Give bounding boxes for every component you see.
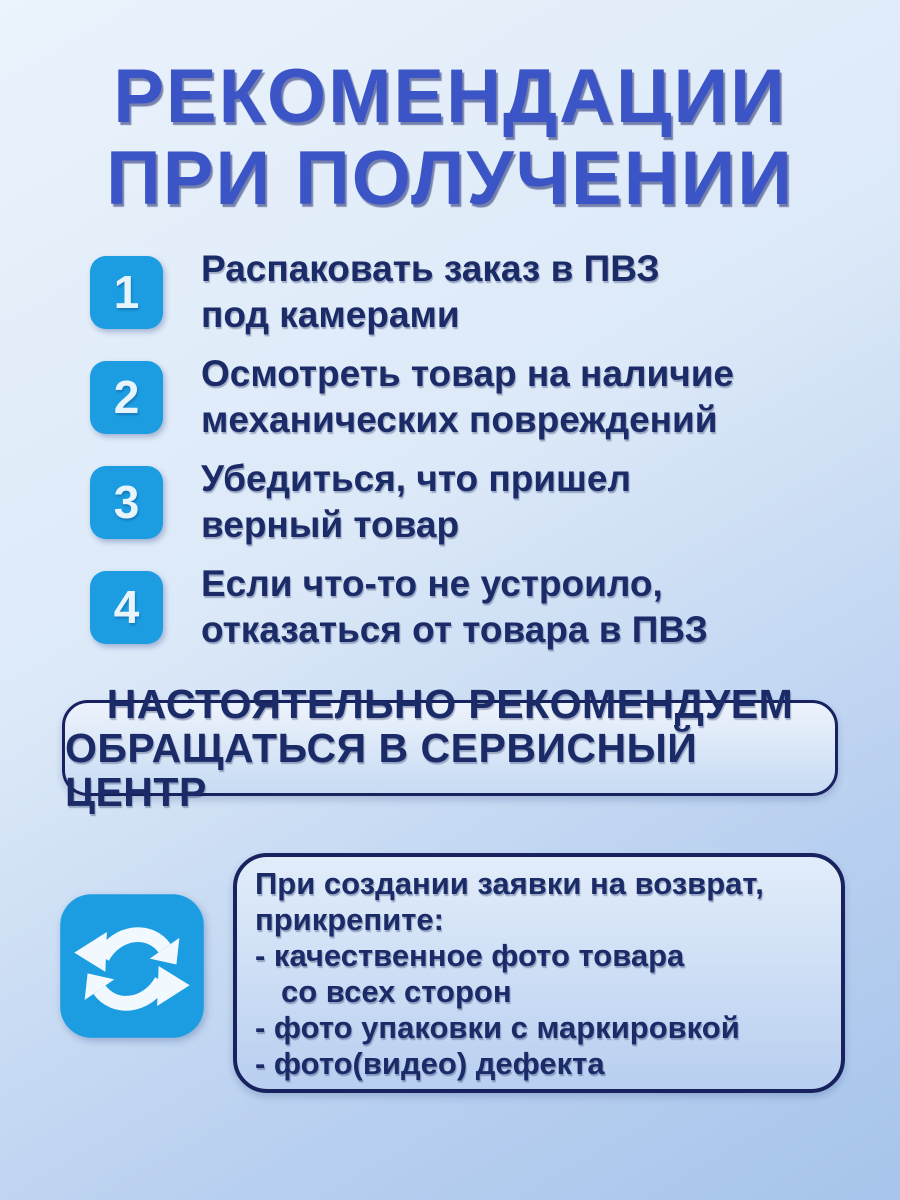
step-text xyxy=(201,561,708,653)
step-number-badge xyxy=(90,256,163,329)
note-line: прикрепите: xyxy=(255,902,444,937)
step-number: 2 xyxy=(113,371,140,423)
note-line: При создании заявки на возврат, xyxy=(255,866,764,901)
step-number: 1 xyxy=(113,266,140,318)
service-center-banner xyxy=(62,681,838,815)
step-text-line: механических повреждений xyxy=(201,399,718,440)
step-number-badge xyxy=(90,466,163,539)
step-text-line: Осмотреть товар на наличие xyxy=(201,353,735,394)
return-note-box xyxy=(233,853,845,1093)
step-text xyxy=(201,456,631,548)
step-text xyxy=(201,246,660,338)
step-number-badge xyxy=(90,361,163,434)
step-text-line: Распаковать заказ в ПВЗ xyxy=(201,248,660,289)
step-text-line: под камерами xyxy=(201,294,460,335)
exchange-arrows-icon xyxy=(58,892,206,1040)
step-number: 3 xyxy=(113,476,140,528)
banner-line-1: НАСТОЯТЕЛЬНО РЕКОМЕНДУЕМ xyxy=(106,681,794,727)
note-line: - фото упаковки с маркировкой xyxy=(255,1010,740,1045)
step-item-4 xyxy=(90,561,860,653)
steps-list xyxy=(90,246,860,653)
step-number-badge xyxy=(90,571,163,644)
step-item-3 xyxy=(90,456,860,548)
step-text-line: отказаться от товара в ПВЗ xyxy=(201,609,708,650)
step-number: 4 xyxy=(113,581,140,633)
step-text-line: верный товар xyxy=(201,504,460,545)
note-line: - фото(видео) дефекта xyxy=(255,1046,605,1081)
step-text-line: Если что-то не устроило, xyxy=(201,563,663,604)
step-item-2 xyxy=(90,351,860,443)
step-item-1 xyxy=(90,246,860,338)
step-text xyxy=(201,351,734,443)
title-line-2: ПРИ ПОЛУЧЕНИИ xyxy=(106,136,794,221)
note-line: - качественное фото товара xyxy=(255,938,685,973)
step-text-line: Убедиться, что пришел xyxy=(201,458,631,499)
page-title xyxy=(0,56,900,220)
title-line-1: РЕКОМЕНДАЦИИ xyxy=(113,54,787,139)
note-line: со всех сторон xyxy=(281,974,512,1009)
banner-line-2: ОБРАЩАТЬСЯ В СЕРВИСНЫЙ ЦЕНТР xyxy=(65,725,698,815)
